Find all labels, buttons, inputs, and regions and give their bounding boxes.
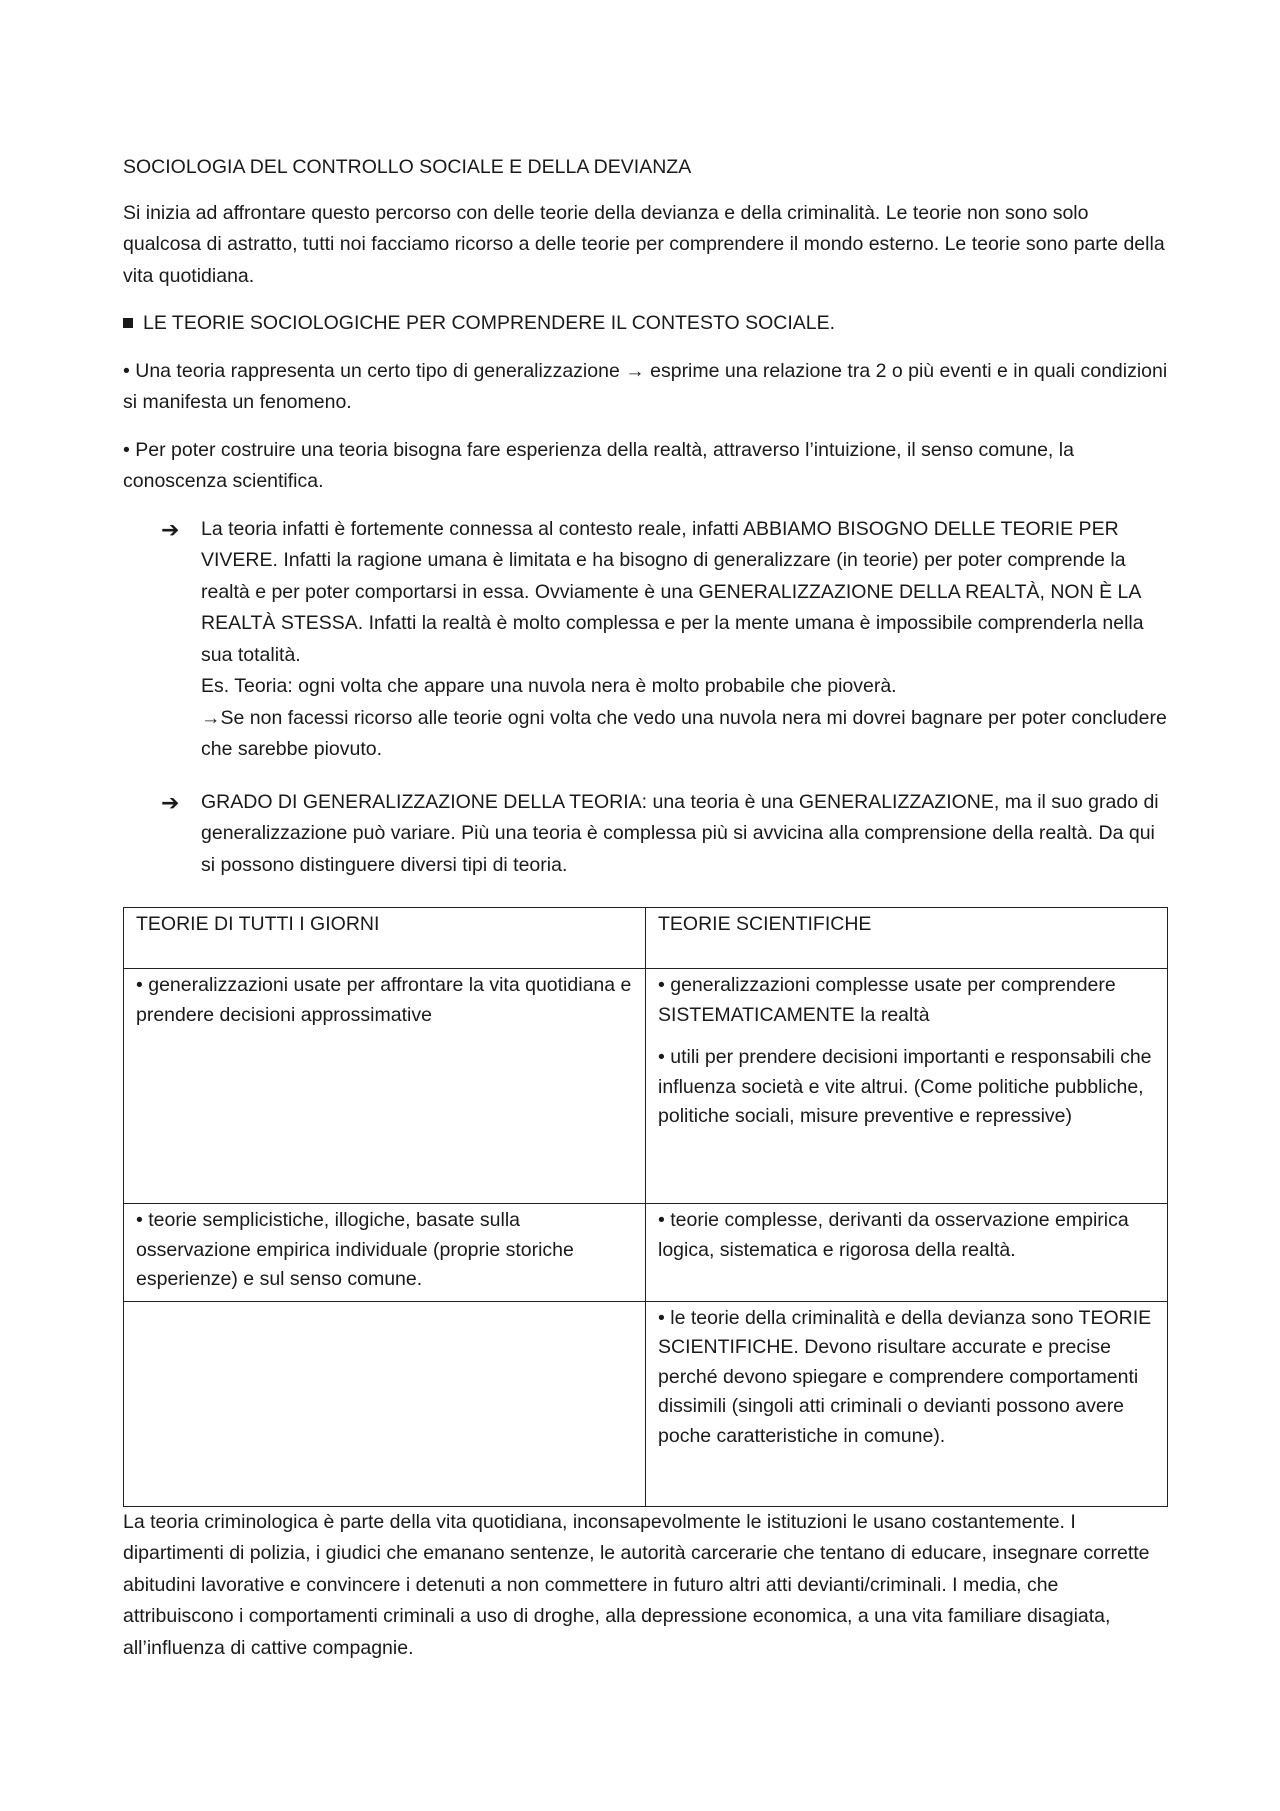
table-header-cell: TEORIE SCIENTIFICHE — [646, 908, 1168, 969]
arrow-item-text: GRADO DI GENERALIZZAZIONE DELLA TEORIA: una teoria è una GENERALIZZAZIONE, ma il suo grado di generalizzazione può variare. Più una teoria è complessa più si avvicina alla comprensione della realtà. Da qui si possono distinguere diversi tipi di teoria. — [201, 790, 1159, 876]
document-title: SOCIOLOGIA DEL CONTROLLO SOCIALE E DELLA DEVIANZA — [123, 156, 692, 178]
arrow-list-item — [161, 514, 1168, 766]
section-heading-text: LE TEORIE SOCIOLOGICHE PER COMPRENDERE IL CONTESTO SOCIALE. — [143, 312, 836, 334]
arrow-right-icon: ➔ — [161, 516, 180, 542]
cell-text: • utili per prendere decisioni importanti e responsabili che influenza società e vite altrui. (Come politiche pubbliche, politiche sociali, misure preventive e repressive) — [658, 1046, 1152, 1127]
bullet-paragraph: • Una teoria rappresenta un certo tipo di generalizzazione → esprime una relazione tra 2 o più eventi e in quali condizioni si manifesta un fenomeno. — [123, 359, 1168, 413]
table-row — [124, 969, 1168, 1204]
bullet-paragraph: • Per poter costruire una teoria bisogna fare esperienza della realtà, attraverso l’intuizione, il senso comune, la conoscenza scientifica. — [123, 438, 1074, 492]
cell-text: • teorie semplicistiche, illogiche, basate sulla osservazione empirica individuale (proprie storiche esperienze) e sul senso comune. — [136, 1209, 574, 1290]
table-header-cell: TEORIE DI TUTTI I GIORNI — [124, 908, 646, 969]
table-row — [124, 1204, 1168, 1302]
arrow-item-body — [201, 787, 1168, 882]
table-cell — [646, 1301, 1168, 1506]
arrow-right-icon: ➔ — [161, 789, 180, 815]
table-row — [124, 1301, 1168, 1506]
arrow-item-conclusion: →Se non facessi ricorso alle teorie ogni volta che vedo una nuvola nera mi dovrei bagnare per poter concludere che sarebbe piovuto. — [201, 706, 1167, 760]
arrow-item-text: La teoria infatti è fortemente connessa al contesto reale, infatti ABBIAMO BISOGNO DELLE TEORIE PER VIVERE. Infatti la ragione umana è limitata e ha bisogno di generalizzare (in teorie) per poter comprende la realtà e per poter comportarsi in essa. Ovviamente è una GENERALIZZAZIONE DELLA REALTÀ, NON È LA REALTÀ STESSA. Infatti la realtà è molto complessa e per la mente umana è impossibile comprenderla nella sua totalità. — [201, 517, 1144, 666]
arrow-item-example: Es. Teoria: ogni volta che appare una nuvola nera è molto probabile che pioverà. — [201, 675, 897, 697]
section-heading — [123, 308, 1168, 340]
cell-text: • generalizzazioni complesse usate per comprendere SISTEMATICAMENTE la realtà — [658, 974, 1116, 1026]
cell-text: • teorie complesse, derivanti da osservazione empirica logica, sistematica e rigorosa della realtà. — [658, 1209, 1129, 1261]
table-cell — [646, 969, 1168, 1204]
table-cell — [646, 1204, 1168, 1302]
table-cell-empty — [124, 1301, 646, 1506]
cell-text: • generalizzazioni usate per affrontare la vita quotidiana e prendere decisioni approssimative — [136, 974, 632, 1026]
arrow-item-body — [201, 514, 1168, 766]
table-cell — [124, 969, 646, 1204]
table-cell — [124, 1204, 646, 1302]
document-page — [123, 152, 1168, 1680]
cell-text: • le teorie della criminalità e della devianza sono TEORIE SCIENTIFICHE. Devono risultare accurate e precise perché devono spiegare e comprendere comportamenti dissimili (singoli atti criminali o devianti possono avere poche caratteristiche in comune). — [658, 1306, 1152, 1447]
theories-comparison-table — [123, 907, 1168, 1507]
arrow-list-item — [161, 787, 1168, 882]
table-header-row — [124, 908, 1168, 969]
intro-paragraph: Si inizia ad affrontare questo percorso con delle teorie della devianza e della criminalità. Le teorie non sono solo qualcosa di astratto, tutti noi facciamo ricorso a delle teorie per comprendere il mondo esterno. Le teorie sono parte della vita quotidiana. — [123, 201, 1165, 287]
closing-paragraph: La teoria criminologica è parte della vita quotidiana, inconsapevolmente le istituzioni le usano costantemente. I dipartimenti di polizia, i giudici che emanano sentenze, le autorità carcerarie che tentano di educare, insegnare corrette abitudini lavorative e convincere i detenuti a non commettere in futuro altri atti devianti/criminali. I media, che attribuiscono i comportamenti criminali a uso di droghe, alla depressione economica, a una vita familiare disagiata, all’influenza di cattive compagnie. — [123, 1510, 1150, 1659]
square-bullet-icon — [123, 318, 133, 328]
